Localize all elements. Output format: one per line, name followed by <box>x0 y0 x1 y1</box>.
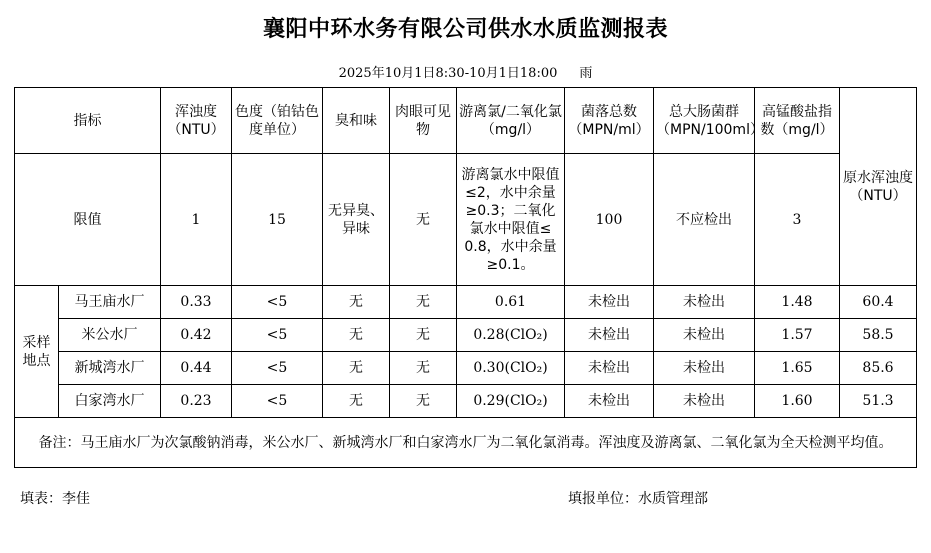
site-colony: 未检出 <box>565 286 654 319</box>
limit-chlorine: 游离氯水中限值 ≤2，水中余量≥0.3；二氧化氯水中限值≤ 0.8，水中余量≥0.1。 <box>457 154 565 286</box>
site-visible: 无 <box>390 352 457 385</box>
site-coliform: 未检出 <box>654 319 755 352</box>
site-colony: 未检出 <box>565 385 654 418</box>
site-raw-turbidity: 51.3 <box>840 385 917 418</box>
site-raw-turbidity: 60.4 <box>840 286 917 319</box>
header-indicator: 指标 <box>15 88 161 154</box>
header-permanganate: 高锰酸盐指数（mg/l） <box>755 88 840 154</box>
table-row <box>15 319 917 352</box>
weather: 雨 <box>579 66 593 81</box>
header-odor: 臭和味 <box>323 88 390 154</box>
site-odor: 无 <box>323 319 390 352</box>
site-turbidity: 0.33 <box>161 286 232 319</box>
site-visible: 无 <box>390 319 457 352</box>
site-name: 白家湾水厂 <box>59 385 161 418</box>
water-quality-table <box>14 87 917 468</box>
site-colony: 未检出 <box>565 352 654 385</box>
site-colony: 未检出 <box>565 319 654 352</box>
site-chlorine: 0.29(ClO₂) <box>457 385 565 418</box>
header-turbidity: 浑浊度（NTU） <box>161 88 232 154</box>
site-permanganate: 1.60 <box>755 385 840 418</box>
site-name: 新城湾水厂 <box>59 352 161 385</box>
site-chlorine: 0.61 <box>457 286 565 319</box>
site-odor: 无 <box>323 352 390 385</box>
header-coliform: 总大肠菌群（MPN/100ml） <box>654 88 755 154</box>
site-chlorine: 0.30(ClO₂) <box>457 352 565 385</box>
site-odor: 无 <box>323 385 390 418</box>
site-turbidity: 0.23 <box>161 385 232 418</box>
sampling-label: 采样地点 <box>15 286 59 418</box>
site-permanganate: 1.65 <box>755 352 840 385</box>
limit-colony: 100 <box>565 154 654 286</box>
site-permanganate: 1.57 <box>755 319 840 352</box>
header-raw-turbidity: 原水浑浊度（NTU） <box>840 88 917 286</box>
site-turbidity: 0.42 <box>161 319 232 352</box>
site-visible: 无 <box>390 385 457 418</box>
time-range: 2025年10月1日8:30-10月1日18:00 <box>338 66 558 81</box>
limit-odor: 无异臭、异味 <box>323 154 390 286</box>
site-raw-turbidity: 58.5 <box>840 319 917 352</box>
report-title: 襄阳中环水务有限公司供水水质监测报表 <box>262 17 668 42</box>
limit-color: 15 <box>232 154 323 286</box>
site-coliform: 未检出 <box>654 286 755 319</box>
site-color: <5 <box>232 286 323 319</box>
filled-by: 填表：李佳 <box>20 491 90 507</box>
site-name: 马王庙水厂 <box>59 286 161 319</box>
header-colony: 菌落总数（MPN/ml） <box>565 88 654 154</box>
table-row <box>15 286 917 319</box>
limit-turbidity: 1 <box>161 154 232 286</box>
limit-coliform: 不应检出 <box>654 154 755 286</box>
header-row <box>15 88 917 154</box>
header-color: 色度（铂钴色度单位） <box>232 88 323 154</box>
reporting-unit: 填报单位：水质管理部 <box>568 491 708 507</box>
site-color: <5 <box>232 385 323 418</box>
header-visible: 肉眼可见物 <box>390 88 457 154</box>
limit-row <box>15 154 917 286</box>
site-color: <5 <box>232 352 323 385</box>
site-odor: 无 <box>323 286 390 319</box>
site-coliform: 未检出 <box>654 352 755 385</box>
note-text: 备注：马王庙水厂为次氯酸钠消毒，米公水厂、新城湾水厂和白家湾水厂为二氧化氯消毒。浑浊度及游离氯、二氧化氯为全天检测平均值。 <box>15 418 917 468</box>
table-row <box>15 352 917 385</box>
site-coliform: 未检出 <box>654 385 755 418</box>
header-chlorine: 游离氯/二氧化氯（mg/l） <box>457 88 565 154</box>
limit-permanganate: 3 <box>755 154 840 286</box>
table-row <box>15 385 917 418</box>
site-turbidity: 0.44 <box>161 352 232 385</box>
site-chlorine: 0.28(ClO₂) <box>457 319 565 352</box>
site-name: 米公水厂 <box>59 319 161 352</box>
site-visible: 无 <box>390 286 457 319</box>
note-row <box>15 418 917 468</box>
limit-label: 限值 <box>15 154 161 286</box>
site-raw-turbidity: 85.6 <box>840 352 917 385</box>
site-color: <5 <box>232 319 323 352</box>
report-time-line <box>0 62 931 81</box>
site-permanganate: 1.48 <box>755 286 840 319</box>
limit-visible: 无 <box>390 154 457 286</box>
